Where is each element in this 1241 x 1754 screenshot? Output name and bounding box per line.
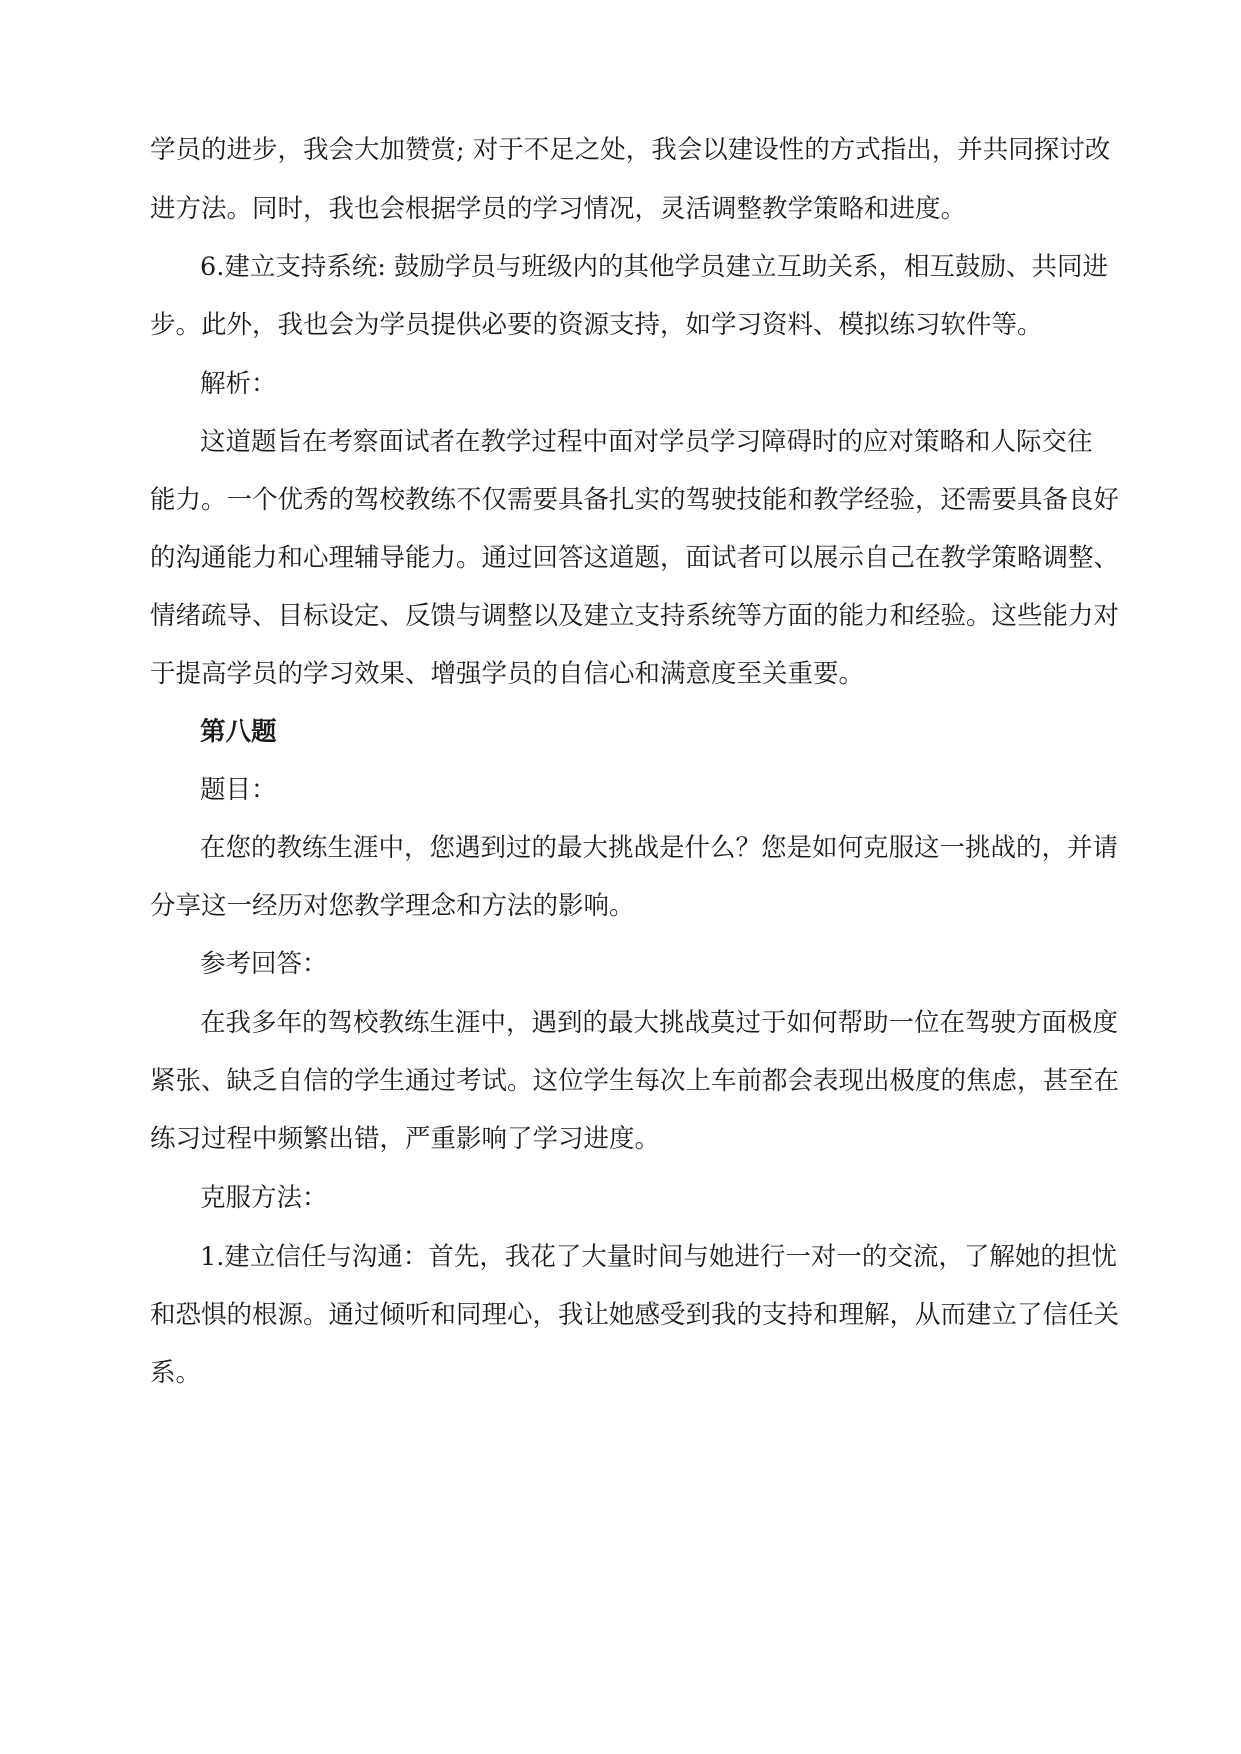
text-line: 在您的教练生涯中，您遇到过的最大挑战是什么？您是如何克服这一挑战的，并请 [200,833,1119,863]
text-line: 这道题旨在考察面试者在教学过程中面对学员学习障碍时的应对策略和人际交往 [200,427,1093,457]
text-line: 分享这一经历对您教学理念和方法的影响。 [150,891,635,921]
answer-label: 参考回答： [200,949,328,979]
text-line: 练习过程中频繁出错，严重影响了学习进度。 [150,1124,661,1154]
text-line: 能力。一个优秀的驾校教练不仅需要具备扎实的驾驶技能和教学经验，还需要具备良好 [150,485,1120,515]
question-label: 题目： [200,775,277,805]
text-line: 系。 [150,1358,202,1388]
text-line: 步。此外，我也会为学员提供必要的资源支持，如学习资料、模拟练习软件等。 [150,310,1043,340]
text-line: 紧张、缺乏自信的学生通过考试。这位学生每次上车前都会表现出极度的焦虑，甚至在 [150,1066,1120,1096]
method-label: 克服方法： [200,1183,328,1213]
analysis-label: 解析： [200,369,277,399]
text-line: 于提高学员的学习效果、增强学员的自信心和满意度至关重要。 [150,659,865,689]
text-line: 在我多年的驾校教练生涯中，遇到的最大挑战莫过于如何帮助一位在驾驶方面极度 [200,1008,1119,1038]
text-line: 6.建立支持系统: 鼓励学员与班级内的其他学员建立互助关系，相互鼓励、共同进 [200,252,1109,282]
text-line: 进方法。同时，我也会根据学员的学习情况，灵活调整教学策略和进度。 [150,194,967,224]
text-line: 学员的进步，我会大加赞赏; 对于不足之处，我会以建设性的方式指出，并共同探讨改 [150,135,1111,165]
section-heading: 第八题 [200,717,277,747]
text-line: 和恐惧的根源。通过倾听和同理心，我让她感受到我的支持和理解，从而建立了信任关 [150,1300,1120,1330]
text-line: 情绪疏导、目标设定、反馈与调整以及建立支持系统等方面的能力和经验。这些能力对 [150,601,1120,631]
text-line: 1.建立信任与沟通：首先，我花了大量时间与她进行一对一的交流，了解她的担忧 [200,1242,1117,1272]
text-line: 的沟通能力和心理辅导能力。通过回答这道题，面试者可以展示自己在教学策略调整、 [150,543,1120,573]
